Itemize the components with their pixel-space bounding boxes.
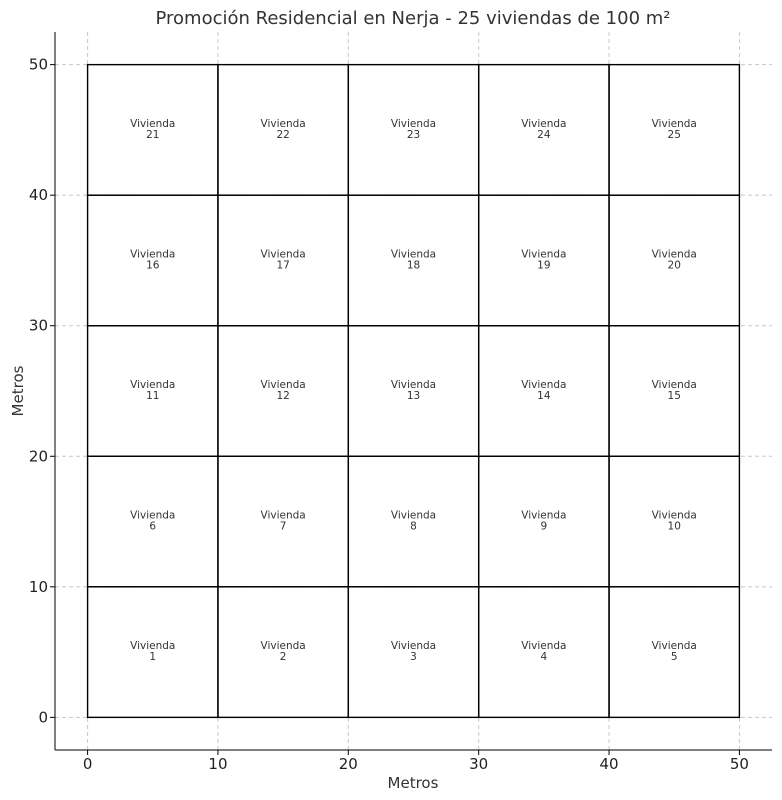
house-number: 9: [540, 520, 548, 533]
house-plot-2: [218, 587, 348, 718]
house-plot-20: [609, 195, 739, 326]
x-axis-label: Metros: [387, 774, 439, 792]
house-number: 16: [146, 259, 160, 272]
house-plot-21: [88, 65, 218, 196]
house-label: Vivienda: [260, 509, 306, 522]
house-plot-23: [348, 65, 478, 196]
house-label: Vivienda: [390, 379, 437, 391]
house-number: 21: [146, 128, 160, 141]
ticks: [29, 56, 749, 773]
house-plot-25: [609, 65, 739, 196]
house-plot-1: [88, 587, 218, 718]
house-number: 15: [667, 390, 681, 402]
house-number: 4: [540, 651, 548, 664]
house-label: Vivienda: [260, 640, 306, 653]
house-plot-24: [479, 65, 609, 196]
house-label: Vivienda: [651, 117, 697, 130]
house-label: Vivienda: [390, 248, 437, 261]
house-number: 18: [406, 259, 421, 272]
house-number: 7: [279, 520, 287, 533]
house-label: Vivienda: [651, 509, 697, 522]
house-number: 5: [670, 651, 678, 664]
house-label: Vivienda: [521, 117, 567, 130]
house-label: Vivienda: [390, 509, 437, 522]
y-tick-label: 0: [38, 708, 48, 727]
house-plot-7: [218, 456, 348, 587]
house-label: Vivienda: [130, 117, 176, 130]
y-tick-label: 10: [28, 577, 48, 596]
x-tick-label: 40: [599, 755, 619, 773]
house-number: 10: [667, 520, 681, 533]
house-label: Vivienda: [651, 640, 697, 653]
house-number: 8: [410, 520, 417, 533]
x-tick-label: 50: [729, 755, 749, 773]
house-label: Vivienda: [651, 379, 697, 391]
house-label: Vivienda: [130, 248, 176, 261]
house-plot-18: [348, 195, 478, 326]
x-tick-label: 20: [338, 755, 358, 773]
house-plot-3: [348, 587, 478, 718]
house-label: Vivienda: [130, 379, 176, 391]
house-number: 13: [406, 390, 421, 402]
house-plot-14: [479, 326, 609, 457]
house-number: 1: [149, 651, 157, 664]
house-plot-11: [88, 326, 218, 457]
house-label: Vivienda: [521, 509, 567, 522]
house-plot-4: [479, 587, 609, 718]
house-label: Vivienda: [260, 379, 306, 391]
houses: [88, 65, 740, 718]
house-number: 17: [276, 259, 290, 272]
house-number: 24: [537, 128, 551, 141]
house-number: 3: [410, 651, 417, 664]
y-tick-label: 50: [28, 55, 48, 74]
house-number: 19: [537, 259, 551, 272]
house-plot-16: [88, 195, 218, 326]
house-label: Vivienda: [651, 248, 697, 261]
house-plot-8: [348, 456, 478, 587]
house-number: 2: [279, 651, 287, 664]
house-plot-22: [218, 65, 348, 196]
house-label: Vivienda: [390, 640, 437, 653]
house-plot-12: [218, 326, 348, 457]
y-tick-label: 20: [28, 447, 48, 466]
house-label: Vivienda: [260, 117, 306, 130]
house-label: Vivienda: [130, 509, 176, 522]
house-label: Vivienda: [521, 248, 567, 261]
house-label: Vivienda: [390, 117, 437, 130]
house-plot-19: [479, 195, 609, 326]
house-plot-9: [479, 456, 609, 587]
x-tick-label: 0: [82, 755, 93, 773]
house-label: Vivienda: [130, 640, 176, 653]
chart-title: Promoción Residencial en Nerja - 25 viviendas de 100 m²: [155, 8, 671, 29]
x-tick-label: 10: [208, 755, 228, 773]
house-number: 25: [667, 128, 681, 141]
house-label: Vivienda: [521, 640, 567, 653]
house-plot-10: [609, 456, 739, 587]
y-tick-label: 40: [28, 186, 48, 205]
y-tick-label: 30: [28, 316, 48, 335]
house-plot-5: [609, 587, 739, 718]
house-number: 20: [667, 259, 681, 272]
house-plot-13: [348, 326, 478, 457]
house-number: 22: [276, 128, 290, 141]
house-number: 12: [276, 390, 290, 402]
house-number: 6: [149, 520, 157, 533]
y-axis-label: Metros: [9, 365, 27, 417]
house-label: Vivienda: [260, 248, 306, 261]
house-number: 11: [146, 390, 160, 402]
house-label: Vivienda: [521, 379, 567, 391]
x-tick-label: 30: [469, 755, 489, 773]
house-plot-17: [218, 195, 348, 326]
house-number: 14: [537, 390, 551, 402]
house-number: 23: [406, 128, 421, 141]
house-plot-6: [88, 456, 218, 587]
house-plot-15: [609, 326, 739, 457]
